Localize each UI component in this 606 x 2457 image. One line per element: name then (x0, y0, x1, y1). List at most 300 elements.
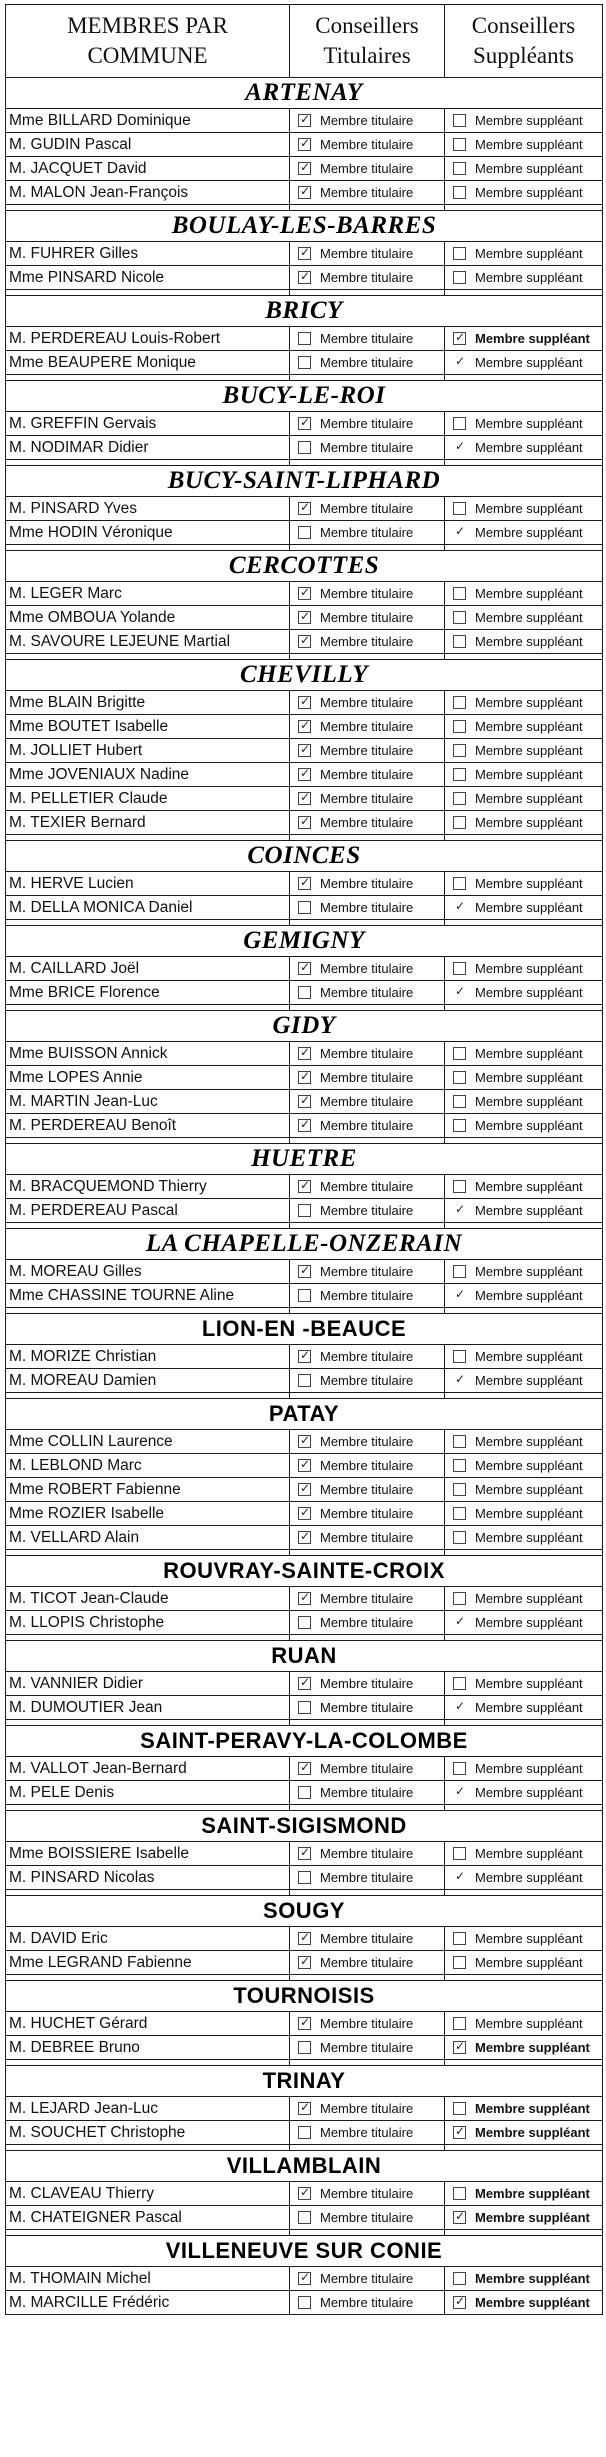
titulaire-checkbox[interactable] (298, 2296, 311, 2309)
titulaire-checkbox[interactable] (298, 247, 311, 260)
suppleant-label: Membre suppléant (475, 1179, 583, 1194)
suppleant-checkbox[interactable] (453, 1616, 466, 1629)
titulaire-checkbox[interactable] (298, 1289, 311, 1302)
member-row (6, 1430, 603, 1454)
suppleant-checkbox[interactable] (453, 356, 466, 369)
suppleant-cell (445, 1199, 603, 1223)
suppleant-option[interactable] (445, 1179, 602, 1194)
suppleant-option[interactable] (445, 416, 602, 431)
titulaire-option[interactable] (290, 161, 444, 176)
titulaire-checkbox[interactable] (298, 1847, 311, 1860)
suppleant-option[interactable] (445, 246, 602, 261)
titulaire-option[interactable] (290, 1846, 444, 1861)
suppleant-option[interactable] (445, 719, 602, 734)
suppleant-option[interactable] (445, 1931, 602, 1946)
suppleant-option[interactable] (445, 695, 602, 710)
suppleant-checkbox[interactable] (453, 332, 466, 345)
titulaire-checkbox[interactable] (298, 271, 311, 284)
suppleant-option[interactable] (445, 2125, 602, 2140)
titulaire-option[interactable] (290, 743, 444, 758)
titulaire-checkbox[interactable] (298, 1932, 311, 1945)
titulaire-option[interactable] (290, 815, 444, 830)
titulaire-option[interactable] (290, 1676, 444, 1691)
titulaire-option[interactable] (290, 1591, 444, 1606)
titulaire-cell (290, 872, 445, 896)
titulaire-option[interactable] (290, 113, 444, 128)
titulaire-label: Membre titulaire (320, 791, 414, 806)
titulaire-checkbox[interactable] (298, 1531, 311, 1544)
suppleant-option[interactable] (445, 1264, 602, 1279)
suppleant-option[interactable] (445, 985, 602, 1000)
suppleant-checkbox[interactable] (453, 1459, 466, 1472)
suppleant-cell (445, 1260, 603, 1284)
suppleant-checkbox[interactable] (453, 1847, 466, 1860)
check-mark-icon: ✓ (300, 1045, 311, 1059)
suppleant-option[interactable] (445, 501, 602, 516)
suppleant-checkbox[interactable] (453, 1871, 466, 1884)
suppleant-option[interactable] (445, 586, 602, 601)
titulaire-option[interactable] (290, 1373, 444, 1388)
commune-name: BOULAY-LES-BARRES (6, 211, 603, 242)
suppleant-checkbox[interactable] (453, 744, 466, 757)
member-row (6, 1951, 603, 1975)
titulaire-checkbox[interactable] (298, 1786, 311, 1799)
titulaire-label: Membre titulaire (320, 270, 414, 285)
suppleant-option[interactable] (445, 1700, 602, 1715)
titulaire-label: Membre titulaire (320, 2210, 414, 2225)
commune-name: LION-EN -BEAUCE (6, 1314, 603, 1345)
titulaire-checkbox[interactable] (298, 1677, 311, 1690)
suppleant-option[interactable] (445, 1676, 602, 1691)
titulaire-option[interactable] (290, 416, 444, 431)
commune-name: TRINAY (6, 2066, 603, 2097)
titulaire-option[interactable] (290, 2210, 444, 2225)
check-mark-icon: ✓ (455, 1699, 466, 1713)
suppleant-checkbox[interactable] (453, 162, 466, 175)
suppleant-option[interactable] (445, 1434, 602, 1449)
titulaire-checkbox[interactable] (298, 138, 311, 151)
titulaire-checkbox[interactable] (298, 2102, 311, 2115)
titulaire-option[interactable] (290, 719, 444, 734)
titulaire-option[interactable] (290, 355, 444, 370)
titulaire-option[interactable] (290, 1179, 444, 1194)
titulaire-option[interactable] (290, 331, 444, 346)
titulaire-label: Membre titulaire (320, 501, 414, 516)
suppleant-checkbox[interactable] (453, 720, 466, 733)
member-row (6, 157, 603, 181)
suppleant-checkbox[interactable] (453, 1701, 466, 1714)
suppleant-checkbox[interactable] (453, 417, 466, 430)
suppleant-option[interactable] (445, 815, 602, 830)
titulaire-checkbox[interactable] (298, 587, 311, 600)
suppleant-checkbox[interactable] (453, 502, 466, 515)
suppleant-option[interactable] (445, 1615, 602, 1630)
suppleant-checkbox[interactable] (453, 1119, 466, 1132)
titulaire-checkbox[interactable] (298, 877, 311, 890)
titulaire-option[interactable] (290, 270, 444, 285)
titulaire-checkbox[interactable] (298, 114, 311, 127)
suppleant-checkbox[interactable] (453, 696, 466, 709)
suppleant-checkbox[interactable] (453, 1095, 466, 1108)
suppleant-checkbox[interactable] (453, 1932, 466, 1945)
member-row (6, 1199, 603, 1223)
suppleant-label: Membre suppléant (475, 586, 583, 601)
titulaire-option[interactable] (290, 1288, 444, 1303)
suppleant-option[interactable] (445, 185, 602, 200)
suppleant-option[interactable] (445, 1203, 602, 1218)
suppleant-checkbox[interactable] (453, 138, 466, 151)
suppleant-checkbox[interactable] (453, 1180, 466, 1193)
check-mark-icon: ✓ (300, 1529, 311, 1543)
titulaire-option[interactable] (290, 900, 444, 915)
suppleant-option[interactable] (445, 1349, 602, 1364)
suppleant-option[interactable] (445, 610, 602, 625)
titulaire-label: Membre titulaire (320, 331, 414, 346)
check-mark-icon: ✓ (300, 415, 311, 429)
suppleant-checkbox[interactable] (453, 1204, 466, 1217)
titulaire-option[interactable] (290, 1434, 444, 1449)
titulaire-option[interactable] (290, 876, 444, 891)
titulaire-checkbox[interactable] (298, 2041, 311, 2054)
titulaire-checkbox[interactable] (298, 1047, 311, 1060)
suppleant-cell (445, 1611, 603, 1635)
titulaire-checkbox[interactable] (298, 2187, 311, 2200)
suppleant-checkbox[interactable] (453, 271, 466, 284)
titulaire-checkbox[interactable] (298, 2126, 311, 2139)
suppleant-checkbox[interactable] (453, 1071, 466, 1084)
suppleant-checkbox[interactable] (453, 1786, 466, 1799)
suppleant-checkbox[interactable] (453, 1047, 466, 1060)
member-name: M. FUHRER Gilles (6, 242, 290, 266)
suppleant-checkbox[interactable] (453, 247, 466, 260)
member-name: M. CHATEIGNER Pascal (6, 2206, 290, 2230)
titulaire-checkbox[interactable] (298, 1762, 311, 1775)
titulaire-checkbox[interactable] (298, 526, 311, 539)
titulaire-checkbox[interactable] (298, 441, 311, 454)
titulaire-option[interactable] (290, 2125, 444, 2140)
suppleant-checkbox[interactable] (453, 1592, 466, 1605)
titulaire-checkbox[interactable] (298, 1350, 311, 1363)
titulaire-checkbox[interactable] (298, 1265, 311, 1278)
suppleant-option[interactable] (445, 2101, 602, 2116)
suppleant-option[interactable] (445, 1955, 602, 1970)
titulaire-checkbox[interactable] (298, 635, 311, 648)
suppleant-option[interactable] (445, 1070, 602, 1085)
suppleant-option[interactable] (445, 1118, 602, 1133)
titulaire-checkbox[interactable] (298, 1592, 311, 1605)
titulaire-checkbox[interactable] (298, 696, 311, 709)
titulaire-option[interactable] (290, 2016, 444, 2031)
suppleant-option[interactable] (445, 961, 602, 976)
suppleant-checkbox[interactable] (453, 1374, 466, 1387)
suppleant-checkbox[interactable] (453, 901, 466, 914)
titulaire-option[interactable] (290, 1203, 444, 1218)
suppleant-checkbox[interactable] (453, 2211, 466, 2224)
suppleant-option[interactable] (445, 743, 602, 758)
titulaire-checkbox[interactable] (298, 720, 311, 733)
titulaire-checkbox[interactable] (298, 356, 311, 369)
titulaire-cell (290, 1526, 445, 1550)
titulaire-checkbox[interactable] (298, 901, 311, 914)
titulaire-checkbox[interactable] (298, 1616, 311, 1629)
check-mark-icon: ✓ (300, 2185, 311, 2199)
titulaire-checkbox[interactable] (298, 186, 311, 199)
titulaire-checkbox[interactable] (298, 792, 311, 805)
titulaire-label: Membre titulaire (320, 137, 414, 152)
check-mark-icon: ✓ (455, 330, 466, 344)
suppleant-cell (445, 242, 603, 266)
suppleant-checkbox[interactable] (453, 816, 466, 829)
commune-name: VILLENEUVE SUR CONIE (6, 2236, 603, 2267)
titulaire-option[interactable] (290, 440, 444, 455)
titulaire-option[interactable] (290, 1349, 444, 1364)
suppleant-option[interactable] (445, 2186, 602, 2201)
suppleant-option[interactable] (445, 161, 602, 176)
suppleant-checkbox[interactable] (453, 2272, 466, 2285)
suppleant-option[interactable] (445, 355, 602, 370)
suppleant-checkbox[interactable] (453, 441, 466, 454)
titulaire-cell (290, 739, 445, 763)
suppleant-checkbox[interactable] (453, 2126, 466, 2139)
suppleant-option[interactable] (445, 525, 602, 540)
suppleant-cell (445, 787, 603, 811)
header-membres-line1: MEMBRES PAR (67, 13, 228, 38)
suppleant-checkbox[interactable] (453, 186, 466, 199)
suppleant-label: Membre suppléant (475, 610, 583, 625)
suppleant-cell (445, 1927, 603, 1951)
titulaire-cell (290, 715, 445, 739)
titulaire-option[interactable] (290, 2271, 444, 2286)
titulaire-checkbox[interactable] (298, 962, 311, 975)
commune-name: BRICY (6, 296, 603, 327)
titulaire-label: Membre titulaire (320, 1785, 414, 1800)
titulaire-option[interactable] (290, 961, 444, 976)
suppleant-option[interactable] (445, 137, 602, 152)
titulaire-option[interactable] (290, 1070, 444, 1085)
suppleant-option[interactable] (445, 2016, 602, 2031)
titulaire-label: Membre titulaire (320, 2101, 414, 2116)
titulaire-cell (290, 2267, 445, 2291)
titulaire-option[interactable] (290, 767, 444, 782)
titulaire-option[interactable] (290, 610, 444, 625)
titulaire-option[interactable] (290, 1506, 444, 1521)
suppleant-option[interactable] (445, 1458, 602, 1473)
titulaire-checkbox[interactable] (298, 1956, 311, 1969)
titulaire-option[interactable] (290, 1761, 444, 1776)
suppleant-checkbox[interactable] (453, 526, 466, 539)
member-name: M. PINSARD Nicolas (6, 1866, 290, 1890)
suppleant-checkbox[interactable] (453, 2296, 466, 2309)
check-mark-icon: ✓ (300, 2270, 311, 2284)
titulaire-checkbox[interactable] (298, 1119, 311, 1132)
suppleant-checkbox[interactable] (453, 768, 466, 781)
titulaire-option[interactable] (290, 1482, 444, 1497)
titulaire-checkbox[interactable] (298, 1483, 311, 1496)
titulaire-checkbox[interactable] (298, 2211, 311, 2224)
titulaire-option[interactable] (290, 2101, 444, 2116)
titulaire-option[interactable] (290, 246, 444, 261)
check-mark-icon: ✓ (300, 718, 311, 732)
suppleant-checkbox[interactable] (453, 1762, 466, 1775)
titulaire-checkbox[interactable] (298, 611, 311, 624)
suppleant-checkbox[interactable] (453, 2187, 466, 2200)
titulaire-checkbox[interactable] (298, 1071, 311, 1084)
titulaire-option[interactable] (290, 525, 444, 540)
titulaire-checkbox[interactable] (298, 502, 311, 515)
commune-row (6, 1229, 603, 1260)
suppleant-option[interactable] (445, 1094, 602, 1109)
titulaire-checkbox[interactable] (298, 1459, 311, 1472)
check-mark-icon: ✓ (300, 1069, 311, 1083)
titulaire-checkbox[interactable] (298, 816, 311, 829)
suppleant-option[interactable] (445, 2040, 602, 2055)
suppleant-option[interactable] (445, 270, 602, 285)
titulaire-option[interactable] (290, 501, 444, 516)
titulaire-label: Membre titulaire (320, 355, 414, 370)
titulaire-checkbox[interactable] (298, 1180, 311, 1193)
suppleant-checkbox[interactable] (453, 792, 466, 805)
suppleant-option[interactable] (445, 1761, 602, 1776)
suppleant-checkbox[interactable] (453, 1483, 466, 1496)
suppleant-checkbox[interactable] (453, 1531, 466, 1544)
titulaire-checkbox[interactable] (298, 1204, 311, 1217)
suppleant-checkbox[interactable] (453, 1956, 466, 1969)
suppleant-option[interactable] (445, 1506, 602, 1521)
member-name: M. PELE Denis (6, 1781, 290, 1805)
suppleant-option[interactable] (445, 440, 602, 455)
suppleant-checkbox[interactable] (453, 587, 466, 600)
suppleant-option[interactable] (445, 1046, 602, 1061)
suppleant-option[interactable] (445, 2271, 602, 2286)
titulaire-checkbox[interactable] (298, 1374, 311, 1387)
suppleant-checkbox[interactable] (453, 877, 466, 890)
suppleant-checkbox[interactable] (453, 2041, 466, 2054)
suppleant-label: Membre suppléant (475, 1373, 583, 1388)
titulaire-option[interactable] (290, 137, 444, 152)
header-suppleants (445, 5, 603, 78)
suppleant-option[interactable] (445, 331, 602, 346)
titulaire-checkbox[interactable] (298, 2272, 311, 2285)
titulaire-option[interactable] (290, 586, 444, 601)
suppleant-checkbox[interactable] (453, 635, 466, 648)
suppleant-option[interactable] (445, 900, 602, 915)
check-mark-icon: ✓ (300, 1117, 311, 1131)
commune-row (6, 841, 603, 872)
member-row (6, 2012, 603, 2036)
suppleant-option[interactable] (445, 1785, 602, 1800)
titulaire-checkbox[interactable] (298, 1095, 311, 1108)
suppleant-option[interactable] (445, 2210, 602, 2225)
titulaire-checkbox[interactable] (298, 1871, 311, 1884)
member-row (6, 957, 603, 981)
check-mark-icon: ✓ (300, 1433, 311, 1447)
titulaire-option[interactable] (290, 1118, 444, 1133)
check-mark-icon: ✓ (455, 2124, 466, 2138)
suppleant-option[interactable] (445, 1373, 602, 1388)
suppleant-checkbox[interactable] (453, 1435, 466, 1448)
suppleant-option[interactable] (445, 1870, 602, 1885)
suppleant-option[interactable] (445, 113, 602, 128)
suppleant-label: Membre suppléant (475, 1700, 583, 1715)
titulaire-option[interactable] (290, 2186, 444, 2201)
member-row (6, 1587, 603, 1611)
titulaire-option[interactable] (290, 2295, 444, 2310)
suppleant-checkbox[interactable] (453, 1350, 466, 1363)
titulaire-checkbox[interactable] (298, 1507, 311, 1520)
suppleant-option[interactable] (445, 767, 602, 782)
suppleant-checkbox[interactable] (453, 611, 466, 624)
titulaire-checkbox[interactable] (298, 744, 311, 757)
titulaire-checkbox[interactable] (298, 986, 311, 999)
titulaire-option[interactable] (290, 1785, 444, 1800)
titulaire-checkbox[interactable] (298, 162, 311, 175)
check-mark-icon: ✓ (300, 766, 311, 780)
suppleant-option[interactable] (445, 1288, 602, 1303)
titulaire-checkbox[interactable] (298, 1701, 311, 1714)
suppleant-checkbox[interactable] (453, 1289, 466, 1302)
suppleant-option[interactable] (445, 1846, 602, 1861)
titulaire-option[interactable] (290, 1955, 444, 1970)
suppleant-checkbox[interactable] (453, 2102, 466, 2115)
suppleant-option[interactable] (445, 1591, 602, 1606)
check-mark-icon: ✓ (300, 245, 311, 259)
titulaire-checkbox[interactable] (298, 417, 311, 430)
suppleant-checkbox[interactable] (453, 1507, 466, 1520)
suppleant-option[interactable] (445, 1482, 602, 1497)
suppleant-checkbox[interactable] (453, 1265, 466, 1278)
titulaire-checkbox[interactable] (298, 2017, 311, 2030)
titulaire-option[interactable] (290, 185, 444, 200)
suppleant-option[interactable] (445, 1530, 602, 1545)
titulaire-option[interactable] (290, 1700, 444, 1715)
suppleant-checkbox[interactable] (453, 114, 466, 127)
suppleant-option[interactable] (445, 876, 602, 891)
members-table-body (6, 78, 603, 2315)
titulaire-option[interactable] (290, 791, 444, 806)
suppleant-option[interactable] (445, 2295, 602, 2310)
titulaire-option[interactable] (290, 1046, 444, 1061)
member-row (6, 606, 603, 630)
header-suppleants-line2: Suppléants (473, 43, 574, 68)
titulaire-option[interactable] (290, 985, 444, 1000)
suppleant-checkbox[interactable] (453, 1677, 466, 1690)
commune-name: CERCOTTES (6, 551, 603, 582)
suppleant-checkbox[interactable] (453, 986, 466, 999)
titulaire-option[interactable] (290, 634, 444, 649)
titulaire-option[interactable] (290, 1931, 444, 1946)
suppleant-option[interactable] (445, 634, 602, 649)
titulaire-option[interactable] (290, 1870, 444, 1885)
titulaire-option[interactable] (290, 1264, 444, 1279)
titulaire-checkbox[interactable] (298, 768, 311, 781)
suppleant-checkbox[interactable] (453, 962, 466, 975)
suppleant-checkbox[interactable] (453, 2017, 466, 2030)
suppleant-cell (445, 582, 603, 606)
suppleant-option[interactable] (445, 791, 602, 806)
member-name: Mme JOVENIAUX Nadine (6, 763, 290, 787)
titulaire-option[interactable] (290, 695, 444, 710)
titulaire-option[interactable] (290, 1458, 444, 1473)
titulaire-checkbox[interactable] (298, 1435, 311, 1448)
titulaire-label: Membre titulaire (320, 246, 414, 261)
titulaire-option[interactable] (290, 2040, 444, 2055)
member-name: M. LEJARD Jean-Luc (6, 2097, 290, 2121)
titulaire-option[interactable] (290, 1530, 444, 1545)
titulaire-label: Membre titulaire (320, 1676, 414, 1691)
titulaire-option[interactable] (290, 1094, 444, 1109)
titulaire-option[interactable] (290, 1615, 444, 1630)
titulaire-checkbox[interactable] (298, 332, 311, 345)
